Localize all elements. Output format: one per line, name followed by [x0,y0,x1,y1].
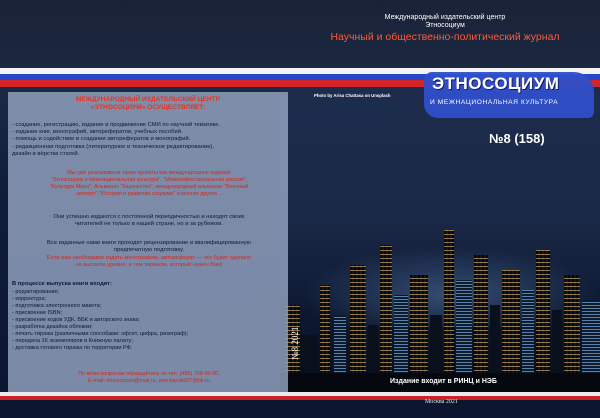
indexing-note: Издание входит в РИНЦ и НЭБ [390,378,497,385]
building [380,245,392,375]
regular-paragraph [18,214,280,228]
logo-title: ЭТНОСОЦИУМ [432,74,560,93]
publisher-line: Международный издательский центр [384,14,506,21]
building [430,315,442,375]
panel-title [8,96,288,112]
process-title: В процессе выпуска книги входят: [12,281,112,287]
text-line: Мы уже реализовали такие проекты как международное издание [67,170,231,176]
building [564,275,580,375]
list-item: - редактирование; [12,289,60,295]
building [456,280,472,375]
list-item: - издание книг, монографий, авторефератов, учебных пособий. [12,129,183,136]
building [490,305,500,375]
building [582,300,600,375]
text-line: предпечатную подготовку. [114,247,184,254]
list-item: - передача 16 экземпляров в Книжную палату; [12,338,133,345]
text-line: "Этносоциум и межнациональная культура", "Межконфессиональная миссия", [50,177,248,183]
list-item: - подготовка электронного макета; [12,303,102,310]
list-item: - разработка дизайна обложки; [12,324,93,331]
building [552,310,562,375]
building [410,275,428,375]
panel-title-line: МЕЖДУНАРОДНЫЙ ИЗДАТЕЛЬСКИЙ ЦЕНТР [75,96,221,103]
publisher-line: Этносоциум [425,22,465,29]
list-item: - корректура; [12,296,47,303]
review-paragraph [18,240,280,254]
journal-logo [424,70,594,120]
list-item: - присвоение кодов УДК, ББК и авторского знака; [12,317,140,324]
bottom-stripe-red [0,396,600,400]
photo-credit: Photo by Arisa Chattasa on Unsplash [314,93,391,98]
building [320,285,330,375]
projects-paragraph [18,170,280,198]
list-item: - печать тиража (различными способами: офсет, цифра, ризограф); [12,331,189,338]
text-line: Все изданные нами книги проходят рецензирование и квалифицированную [47,240,251,246]
text-line: По всем вопросам обращайтесь по тел. (495) 708-30-00, [78,371,220,377]
text-line: Если вам необходимо издать монографию, автореферат — это будет сделано [46,255,252,261]
building [334,315,346,375]
list-item: - доставка готового тиража по территории РФ. [12,345,133,352]
issue-year-vertical: №8 2021 [290,326,300,360]
list-item: - присвоение ISBN; [12,310,63,317]
logo-subtitle: И МЕЖНАЦИОНАЛЬНАЯ КУЛЬТУРА [430,99,559,106]
process-list [12,289,284,352]
contacts-paragraph [18,371,280,385]
building [502,270,520,375]
text-line: на высоком уровне, и тем тиражом, который нужен Вам! [75,262,223,269]
city-year: Москва 2021 [425,399,458,405]
building [536,250,550,375]
building [522,290,534,375]
building [394,295,408,375]
journal-subtitle: Научный и общественно-политический журнал [330,31,560,43]
services-list [12,122,284,158]
building [368,325,378,375]
list-item: - редакционная подготовка (литературное и техническое редактирование), [12,143,214,150]
list-item: - помощь и содействие в создании авторефератов и монографий. [12,136,191,143]
building [350,265,366,375]
info-panel [8,92,288,394]
text-line: Они успешно издаются с постоянной периодичностью и находят своих [53,214,245,220]
list-item: - создание, регистрацию, издание и продвижение СМИ по научной тематике. [12,122,221,128]
panel-title-line: «ЭТНОСОЦИУМ» ОСУЩЕСТВЛЯЕТ: [90,104,206,111]
offer-paragraph [18,255,280,269]
building [474,255,488,375]
building [300,335,318,375]
issue-number: №8 (158) [489,131,545,146]
building [444,230,454,375]
list-item: дизайн и вёрстка статей. [12,150,80,157]
city-night-photo [280,87,600,397]
text-line: "Культура Мира", Альманах "Казачество", международный альманах "Военный [49,184,249,190]
publisher-name [370,14,520,30]
text-line: читателей не только в нашей стране, но и за рубежом. [75,221,223,228]
text-line: эксперт","История и развитие социума" и многие другие... [76,191,222,197]
text-line: E-mail: etnosocium@mail.ru, или kazak007@bk.ru [88,378,210,384]
